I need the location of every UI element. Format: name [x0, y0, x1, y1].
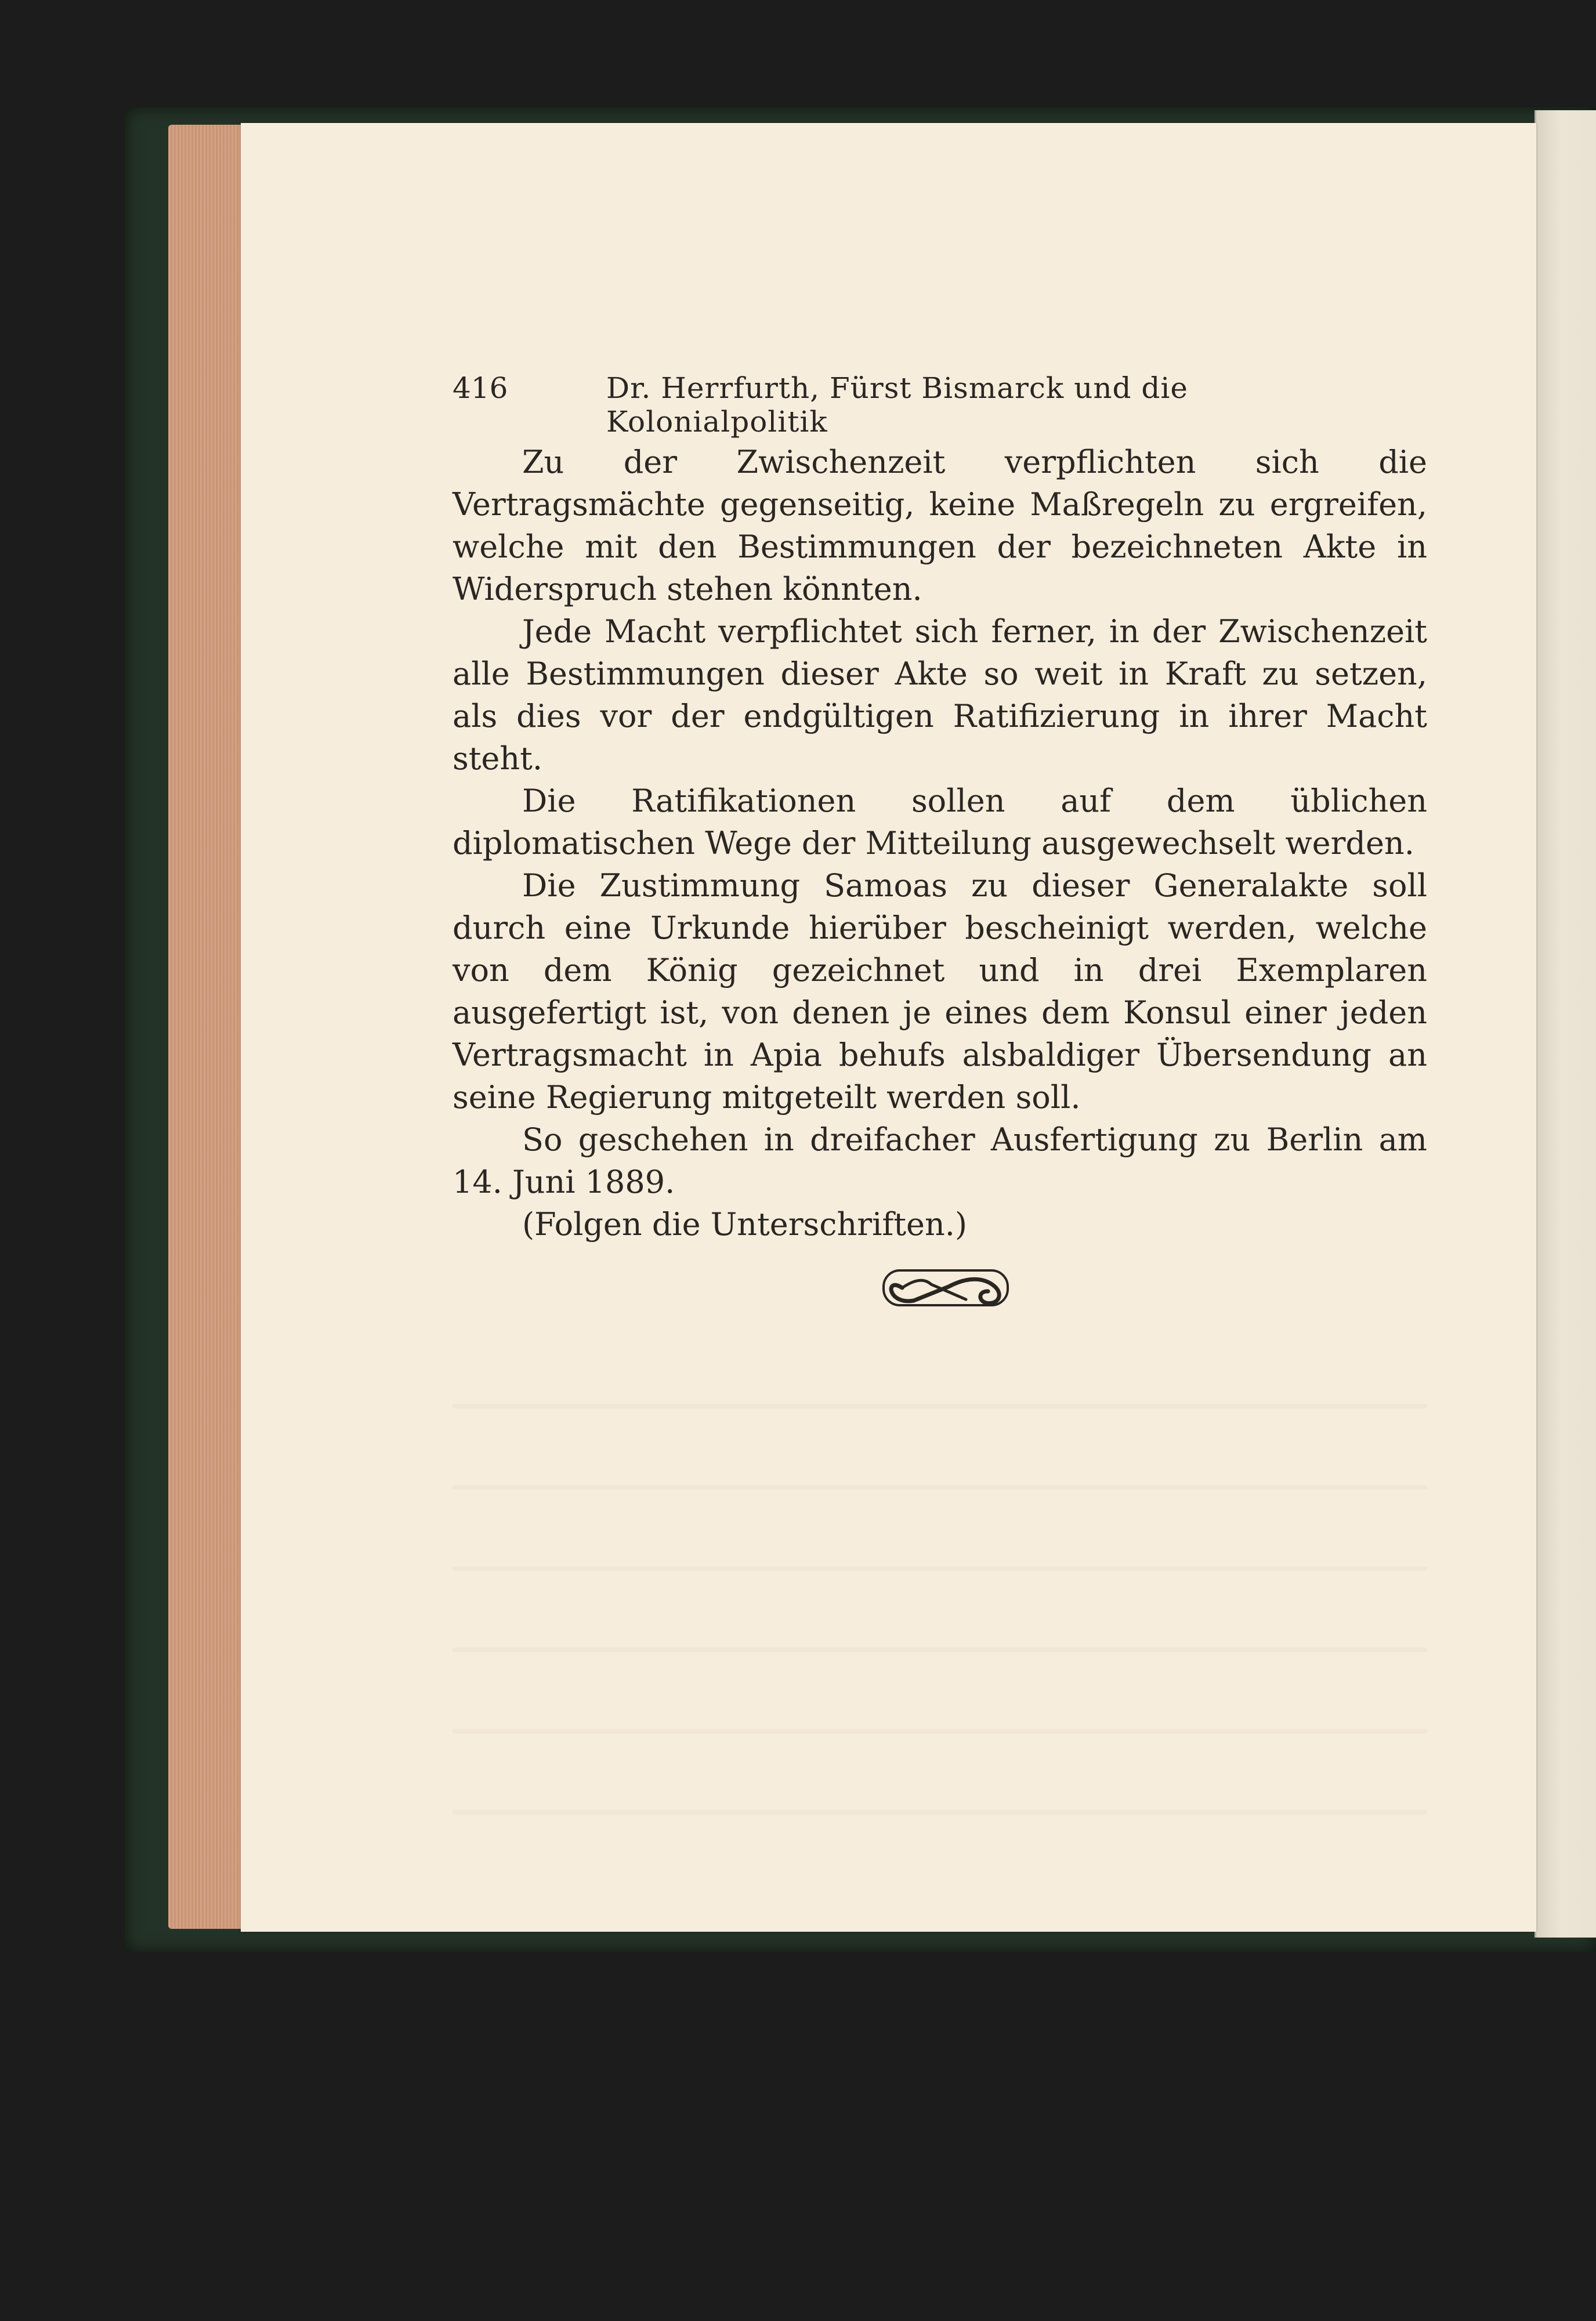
running-head: [453, 371, 1276, 439]
bleed-through: [453, 1404, 1427, 1408]
signoff-note: (Folgen die Unterschriften.): [522, 1206, 968, 1243]
paragraph: Die Zustimmung Samoas zu dieser Generalakte soll durch eine Urkunde hierüber bescheinigt werden, welche von dem König gezeichnet und in drei Exemplaren ausgefertigt ist, von denen je eines dem Konsul einer jeden Vertragsmacht in Apia behufs alsbaldiger Übersendung an seine Regierung mitgeteilt werden soll.: [453, 867, 1427, 1116]
flourish-ornament-icon: [879, 1265, 1012, 1311]
paragraph: So geschehen in dreifacher Ausfertigung zu Berlin am 14. Juni 1889.: [453, 1121, 1427, 1200]
next-page-edge: [1535, 110, 1596, 1938]
paragraph: Jede Macht verpflichtet sich ferner, in der Zwischenzeit alle Bestimmungen dieser Akte so weit in Kraft zu setzen, als dies vor der endgültigen Ratifizierung in ihrer Macht steht.: [453, 613, 1427, 777]
bleed-through: [453, 1729, 1427, 1733]
bleed-through: [453, 1566, 1427, 1571]
paragraph: Die Ratifikationen sollen auf dem üblichen diplomatischen Wege der Mitteilung ausgewechselt werden.: [453, 783, 1427, 861]
body-text: [453, 441, 1427, 1245]
bleed-through: [453, 1485, 1427, 1490]
bleed-through: [453, 1810, 1427, 1815]
paragraph: Zu der Zwischenzeit verpflichten sich die Vertragsmächte gegenseitig, keine Maßregeln zu ergreifen, welche mit den Bestimmungen der bezeichneten Akte in Widerspruch stehen könnten.: [453, 444, 1427, 607]
bleed-through: [453, 1647, 1427, 1652]
page-number: 416: [453, 371, 508, 405]
running-title: Dr. Herrfurth, Fürst Bismarck und die Kolonialpolitik: [606, 371, 1189, 439]
